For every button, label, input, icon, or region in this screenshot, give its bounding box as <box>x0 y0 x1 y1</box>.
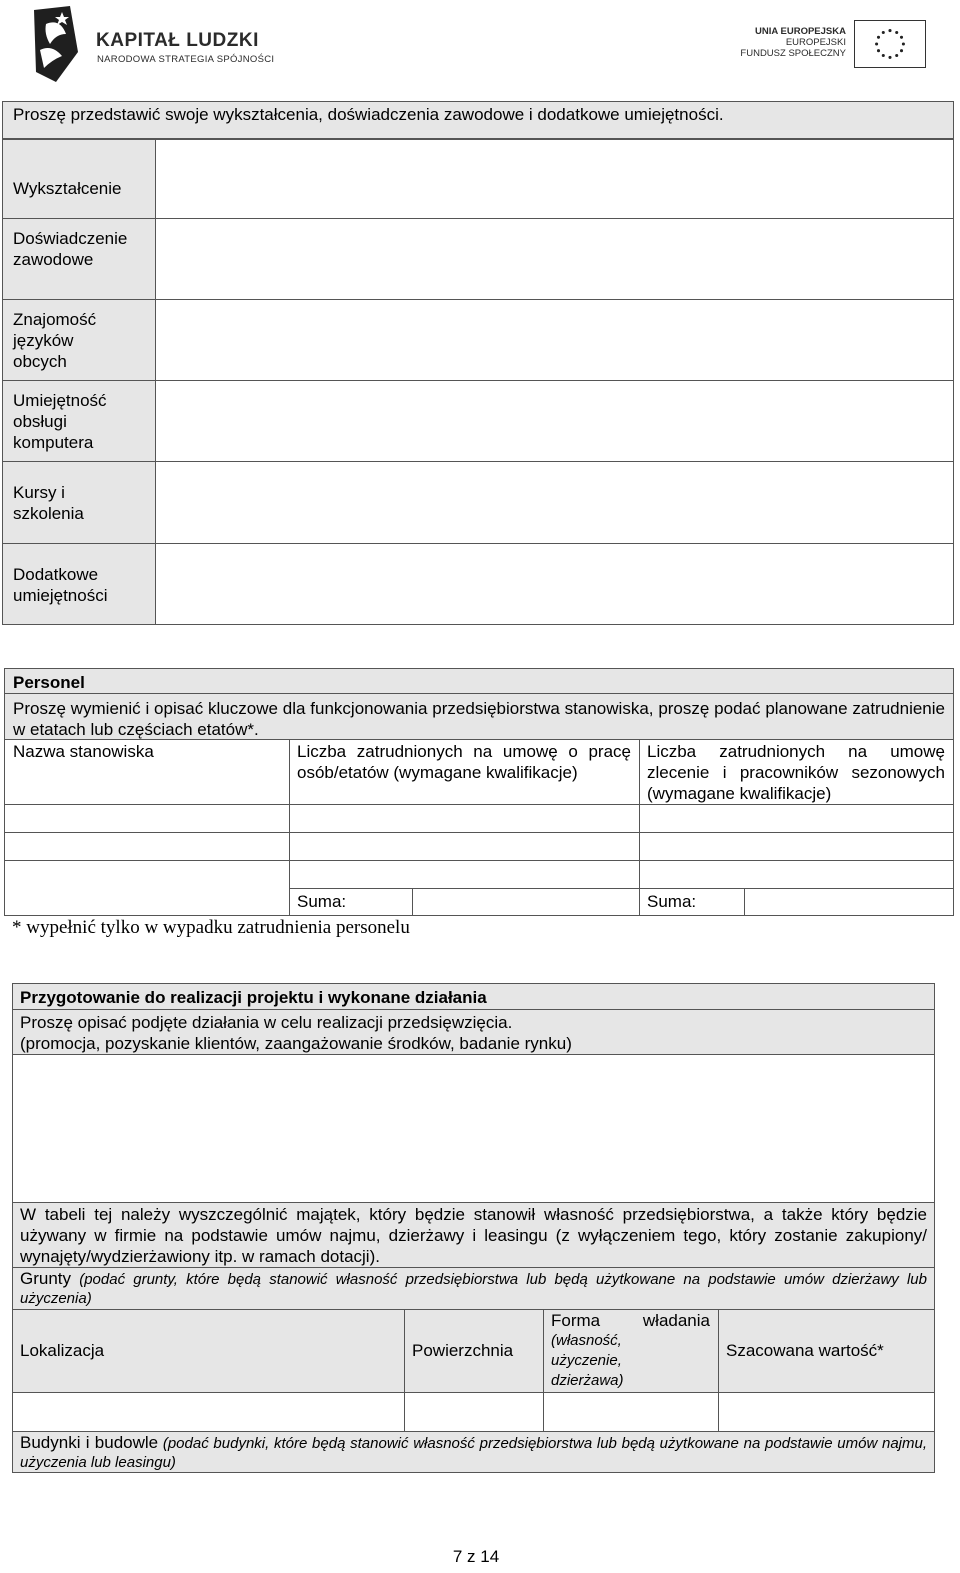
personel-row-1-umowa-zlecenie[interactable] <box>639 804 954 833</box>
personel-sum-row-umowa-praca[interactable] <box>289 860 640 889</box>
personel-sum-row-umowa-zlecenie[interactable] <box>639 860 954 889</box>
personel-sum-field-2[interactable] <box>744 888 954 916</box>
personel-sum-label-2: Suma: <box>639 888 745 916</box>
majatek-instruction: W tabeli tej należy wyszczególnić majątek, który będzie stanowił własność przedsiębiorstwa, a także który będzie używany w firmie na podstawie umów najmu, dzierżawy i leasingu (z wyłączeniem tego, który zostanie zakupiony/ wynajęty/wydzierżawiony itp. w ramach dotacji). <box>12 1202 935 1268</box>
eu-logo-line1: UNIA EUROPEJSKA <box>755 26 846 37</box>
przygotowanie-field[interactable] <box>12 1054 935 1203</box>
field-dodatkowe-umiejetnosci[interactable] <box>155 543 954 625</box>
przygotowanie-title: Przygotowanie do realizacji projektu i wykonane działania <box>12 983 935 1010</box>
label-znajomosc-jezykow: Znajomość języków obcych <box>2 299 156 381</box>
grunty-row-lokalizacja[interactable] <box>12 1392 405 1432</box>
grunty-col-powierzchnia: Powierzchnia <box>404 1309 544 1393</box>
page-number: 7 z 14 <box>452 1547 500 1566</box>
field-doswiadczenie-zawodowe[interactable] <box>155 218 954 300</box>
grunty-col-lokalizacja: Lokalizacja <box>12 1309 405 1393</box>
eu-logo-line3: FUNDUSZ SPOŁECZNY <box>740 48 846 59</box>
personel-title: Personel <box>4 668 954 694</box>
grunty-note: (podać grunty, które będą stanowić własność przedsiębiorstwa lub będą użytkowane na podstawie umów dzierżawy lub użyczenia) <box>20 1271 927 1307</box>
grunty-header <box>12 1267 935 1310</box>
budynki-label: Budynki i budowle <box>20 1433 159 1452</box>
field-wyksztalcenie[interactable] <box>155 139 954 219</box>
field-kursy-szkolenia[interactable] <box>155 461 954 544</box>
kapital-ludzki-emblem-icon <box>26 4 86 84</box>
kapital-ludzki-title: KAPITAŁ LUDZKI <box>96 30 259 51</box>
personel-col-umowa-zlecenie-header: Liczba zatrudnionych na umowę zlecenie i pracowników sezonowych (wymagane kwalifikacje) <box>639 739 954 805</box>
personel-footnote: * wypełnić tylko w wypadku zatrudnienia personelu <box>12 917 410 938</box>
education-intro <box>2 101 954 139</box>
eu-logo-line2: EUROPEJSKI <box>785 37 846 48</box>
grunty-col-szacowana-wartosc: Szacowana wartość* <box>718 1309 935 1393</box>
personel-row-2-umowa-zlecenie[interactable] <box>639 832 954 861</box>
grunty-col-forma-wladania <box>543 1309 719 1393</box>
grunty-label: Grunty <box>20 1269 72 1288</box>
label-kursy-szkolenia: Kursy i szkolenia <box>2 461 156 544</box>
grunty-row-forma-wladania[interactable] <box>543 1392 719 1432</box>
forma-wladania-label: Forma władania <box>551 1311 710 1330</box>
personel-sum-label-1: Suma: <box>289 888 413 916</box>
kapital-ludzki-subtitle: NARODOWA STRATEGIA SPÓJNOŚCI <box>97 54 275 65</box>
personel-sum-field-1[interactable] <box>412 888 640 916</box>
personel-col-umowa-praca-header: Liczba zatrudnionych na umowę o pracę osób/etatów (wymagane kwalifikacje) <box>289 739 640 805</box>
budynki-header <box>12 1431 935 1473</box>
personel-sum-row-nazwa[interactable] <box>4 860 290 916</box>
forma-wladania-note: (własność, użyczenie, dzierżawa) <box>551 1332 624 1389</box>
grunty-row-szacowana-wartosc[interactable] <box>718 1392 935 1432</box>
przygotowanie-instruction: Proszę opisać podjęte działania w celu realizacji przedsięwzięcia. (promocja, pozyskanie klientów, zaangażowanie środków, badanie rynku) <box>12 1009 935 1055</box>
kapital-ludzki-logo <box>26 4 276 84</box>
education-intro-text: Proszę przedstawić swoje wykształcenia, doświadczenia zawodowe i dodatkowe umiejętności. <box>13 105 724 124</box>
personel-col-nazwa-header: Nazwa stanowiska <box>4 739 290 805</box>
eu-flag-icon <box>854 20 926 68</box>
grunty-row-powierzchnia[interactable] <box>404 1392 544 1432</box>
personel-row-1-umowa-praca[interactable] <box>289 804 640 833</box>
personel-instruction: Proszę wymienić i opisać kluczowe dla funkcjonowania przedsiębiorstwa stanowiska, proszę podać planowane zatrudnienie w etatach lub częściach etatów*. <box>4 693 954 740</box>
personel-row-2-umowa-praca[interactable] <box>289 832 640 861</box>
label-doswiadczenie-zawodowe: Doświadczenie zawodowe <box>2 218 156 300</box>
field-obsluga-komputera[interactable] <box>155 380 954 462</box>
eu-logo <box>740 18 930 70</box>
personel-row-1-nazwa[interactable] <box>4 804 290 833</box>
label-wyksztalcenie: Wykształcenie <box>2 139 156 219</box>
budynki-note: (podać budynki, które będą stanowić własność przedsiębiorstwa lub będą użytkowane na podstawie umów najmu, użyczenia lub leasingu) <box>20 1435 928 1471</box>
personel-row-2-nazwa[interactable] <box>4 832 290 861</box>
label-dodatkowe-umiejetnosci: Dodatkowe umiejętności <box>2 543 156 625</box>
field-znajomosc-jezykow[interactable] <box>155 299 954 381</box>
label-obsluga-komputera: Umiejętność obsługi komputera <box>2 380 156 462</box>
